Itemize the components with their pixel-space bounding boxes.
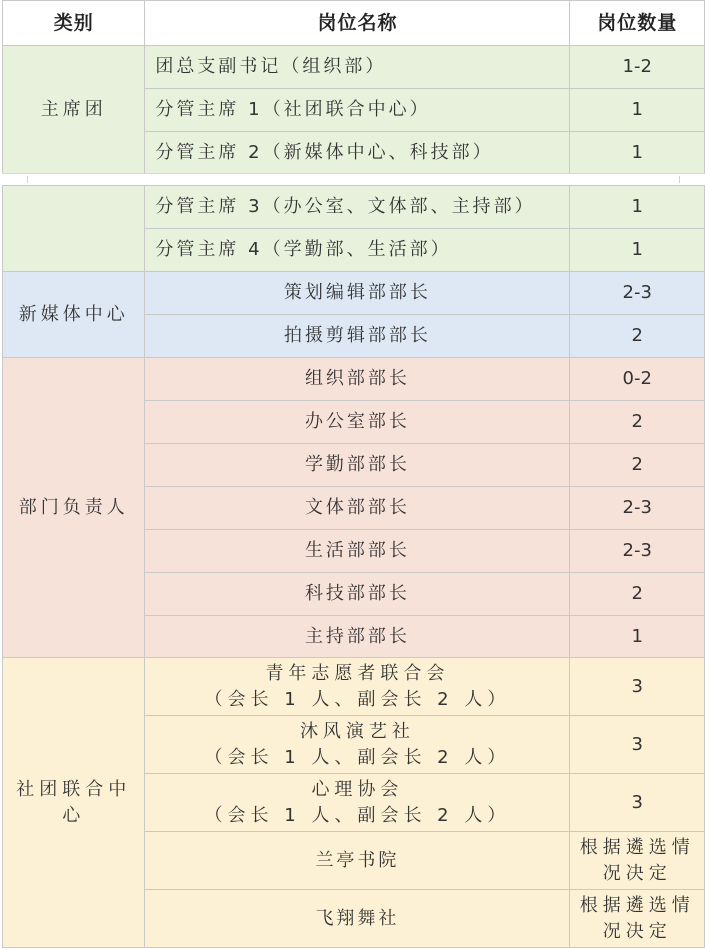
header-category: 类别 xyxy=(3,1,145,46)
position-cell: 飞翔舞社 xyxy=(145,890,570,948)
count-cell: 1 xyxy=(570,186,705,229)
position-line: （会长 1 人、副会长 2 人） xyxy=(204,746,511,768)
category-cell-bumen: 部门负责人 xyxy=(3,358,145,658)
count-cell: 1 xyxy=(570,132,705,174)
count-line: 根据遴选情 xyxy=(579,836,695,858)
table-row xyxy=(3,186,705,229)
count-line: 况决定 xyxy=(602,920,672,942)
position-line: 沐风演艺社 xyxy=(299,720,415,742)
separator-tick xyxy=(27,176,28,183)
position-cell: 文体部部长 xyxy=(145,487,570,530)
count-cell xyxy=(570,832,705,890)
position-cell: 主持部部长 xyxy=(145,616,570,658)
position-cell: 拍摄剪辑部部长 xyxy=(145,315,570,358)
position-cell: 组织部部长 xyxy=(145,358,570,401)
position-cell: 生活部部长 xyxy=(145,530,570,573)
count-cell: 2-3 xyxy=(570,530,705,573)
count-cell: 0-2 xyxy=(570,358,705,401)
table-row xyxy=(3,658,705,716)
position-cell: 分管主席 1（社团联合中心） xyxy=(145,89,570,132)
category-cell-empty xyxy=(3,186,145,272)
table-row xyxy=(3,272,705,315)
table-row xyxy=(3,46,705,89)
count-line: 况决定 xyxy=(602,862,672,884)
category-line: 心 xyxy=(62,804,86,826)
count-cell: 2 xyxy=(570,401,705,444)
count-cell: 3 xyxy=(570,716,705,774)
position-line: 青年志愿者联合会 xyxy=(265,662,450,684)
count-cell: 2-3 xyxy=(570,487,705,530)
separator-tick xyxy=(679,176,680,183)
category-cell-zhuxituan: 主席团 xyxy=(3,46,145,174)
header-position: 岗位名称 xyxy=(145,1,570,46)
position-line: 心理协会 xyxy=(311,778,404,800)
count-cell: 3 xyxy=(570,774,705,832)
position-cell: 科技部部长 xyxy=(145,573,570,616)
category-line: 社团联合中 xyxy=(16,778,132,800)
count-line: 根据遴选情 xyxy=(579,894,695,916)
count-cell: 2 xyxy=(570,315,705,358)
count-cell: 3 xyxy=(570,658,705,716)
positions-table-top xyxy=(2,0,705,174)
position-cell: 团总支副书记（组织部） xyxy=(145,46,570,89)
count-cell xyxy=(570,890,705,948)
count-cell: 2 xyxy=(570,573,705,616)
header-row xyxy=(3,1,705,46)
count-cell: 1 xyxy=(570,616,705,658)
category-cell-xinmeiti: 新媒体中心 xyxy=(3,272,145,358)
count-cell: 1 xyxy=(570,89,705,132)
count-cell: 1-2 xyxy=(570,46,705,89)
position-cell: 策划编辑部部长 xyxy=(145,272,570,315)
position-cell: 学勤部部长 xyxy=(145,444,570,487)
position-cell xyxy=(145,716,570,774)
position-line: （会长 1 人、副会长 2 人） xyxy=(204,688,511,710)
position-cell: 办公室部长 xyxy=(145,401,570,444)
count-cell: 2 xyxy=(570,444,705,487)
position-cell xyxy=(145,658,570,716)
position-cell: 分管主席 3（办公室、文体部、主持部） xyxy=(145,186,570,229)
count-cell: 1 xyxy=(570,229,705,272)
count-cell: 2-3 xyxy=(570,272,705,315)
positions-table-bottom xyxy=(2,185,705,948)
position-line: （会长 1 人、副会长 2 人） xyxy=(204,804,511,826)
position-cell: 分管主席 2（新媒体中心、科技部） xyxy=(145,132,570,174)
position-cell xyxy=(145,774,570,832)
table-row xyxy=(3,358,705,401)
position-cell: 兰亭书院 xyxy=(145,832,570,890)
header-count: 岗位数量 xyxy=(570,1,705,46)
category-cell-shetuan xyxy=(3,658,145,948)
position-cell: 分管主席 4（学勤部、生活部） xyxy=(145,229,570,272)
